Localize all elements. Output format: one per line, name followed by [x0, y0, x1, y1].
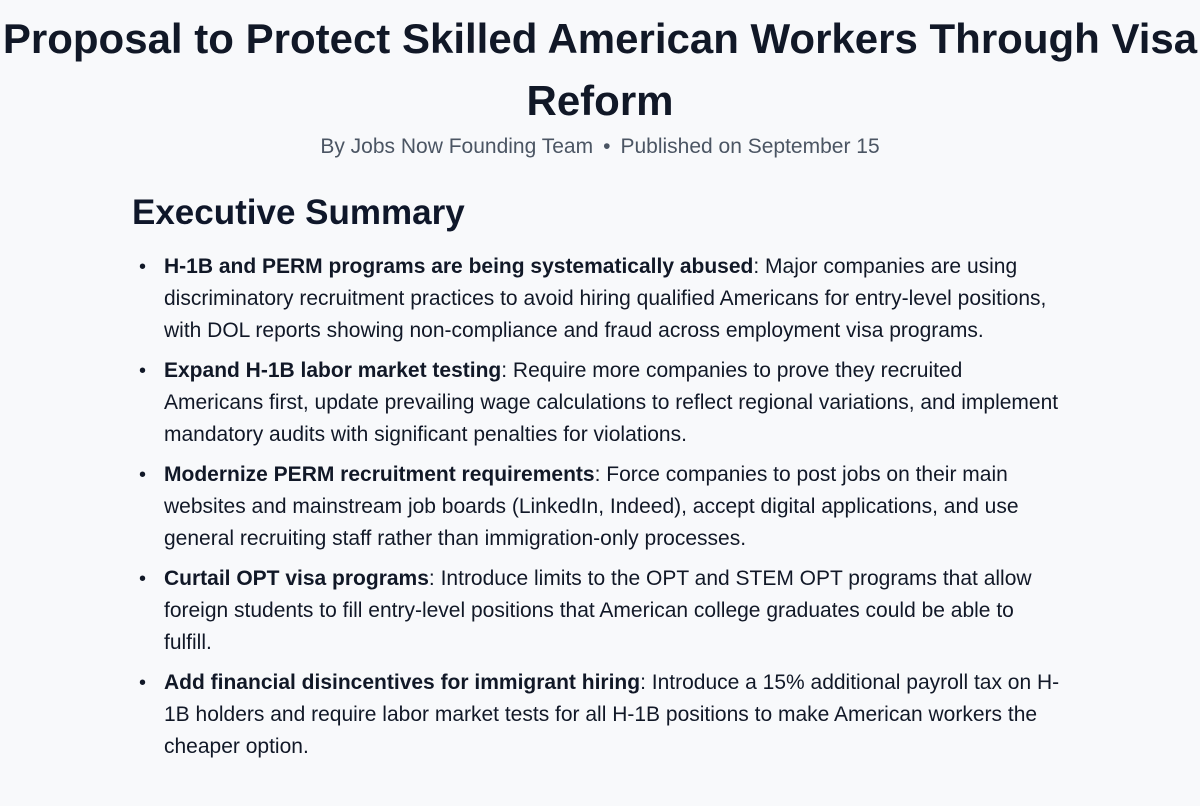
page-title: Proposal to Protect Skilled American Workers Through Visa Reform [2, 15, 1198, 124]
summary-item-title: Curtail OPT visa programs [164, 567, 429, 590]
summary-item [164, 251, 1064, 347]
executive-summary-list [0, 251, 1200, 771]
byline-separator: • [603, 135, 611, 158]
summary-item-title: H-1B and PERM programs are being systematically abused [164, 255, 754, 278]
published-date: Published on September 15 [620, 135, 880, 158]
summary-item [164, 355, 1064, 451]
byline [0, 132, 1200, 162]
summary-item-title: Expand H-1B labor market testing [164, 359, 502, 382]
summary-item-text: : Force companies to post jobs on their main websites and mainstream job boards (LinkedIn, Indeed), accept digital applications, and use general recruiting staff rather than immigration-only processes. [164, 463, 1019, 550]
author-byline: By Jobs Now Founding Team [320, 135, 594, 158]
summary-item-text: : Require more companies to prove they recruited Americans first, update prevailing wage calculations to reflect regional variations, and implement mandatory audits with significant penalties for violations. [164, 359, 1059, 446]
summary-item [164, 667, 1064, 763]
summary-item-title: Add financial disincentives for immigrant hiring [164, 671, 641, 694]
summary-item-text: : Introduce limits to the OPT and STEM OPT programs that allow foreign students to fill entry-level positions that American college graduates could be able to fulfill. [164, 567, 1032, 654]
section-heading-executive-summary: Executive Summary [132, 193, 465, 232]
summary-item [164, 563, 1064, 659]
summary-item [164, 459, 1064, 555]
summary-item-title: Modernize PERM recruitment requirements [164, 463, 595, 486]
summary-item-text: : Introduce a 15% additional payroll tax on H-1B holders and require labor market tests for all H-1B positions to make American workers the cheaper option. [164, 671, 1060, 758]
summary-item-text: : Major companies are using discriminatory recruitment practices to avoid hiring qualified Americans for entry-level positions, with DOL reports showing non-compliance and fraud across employment visa programs. [164, 255, 1047, 342]
